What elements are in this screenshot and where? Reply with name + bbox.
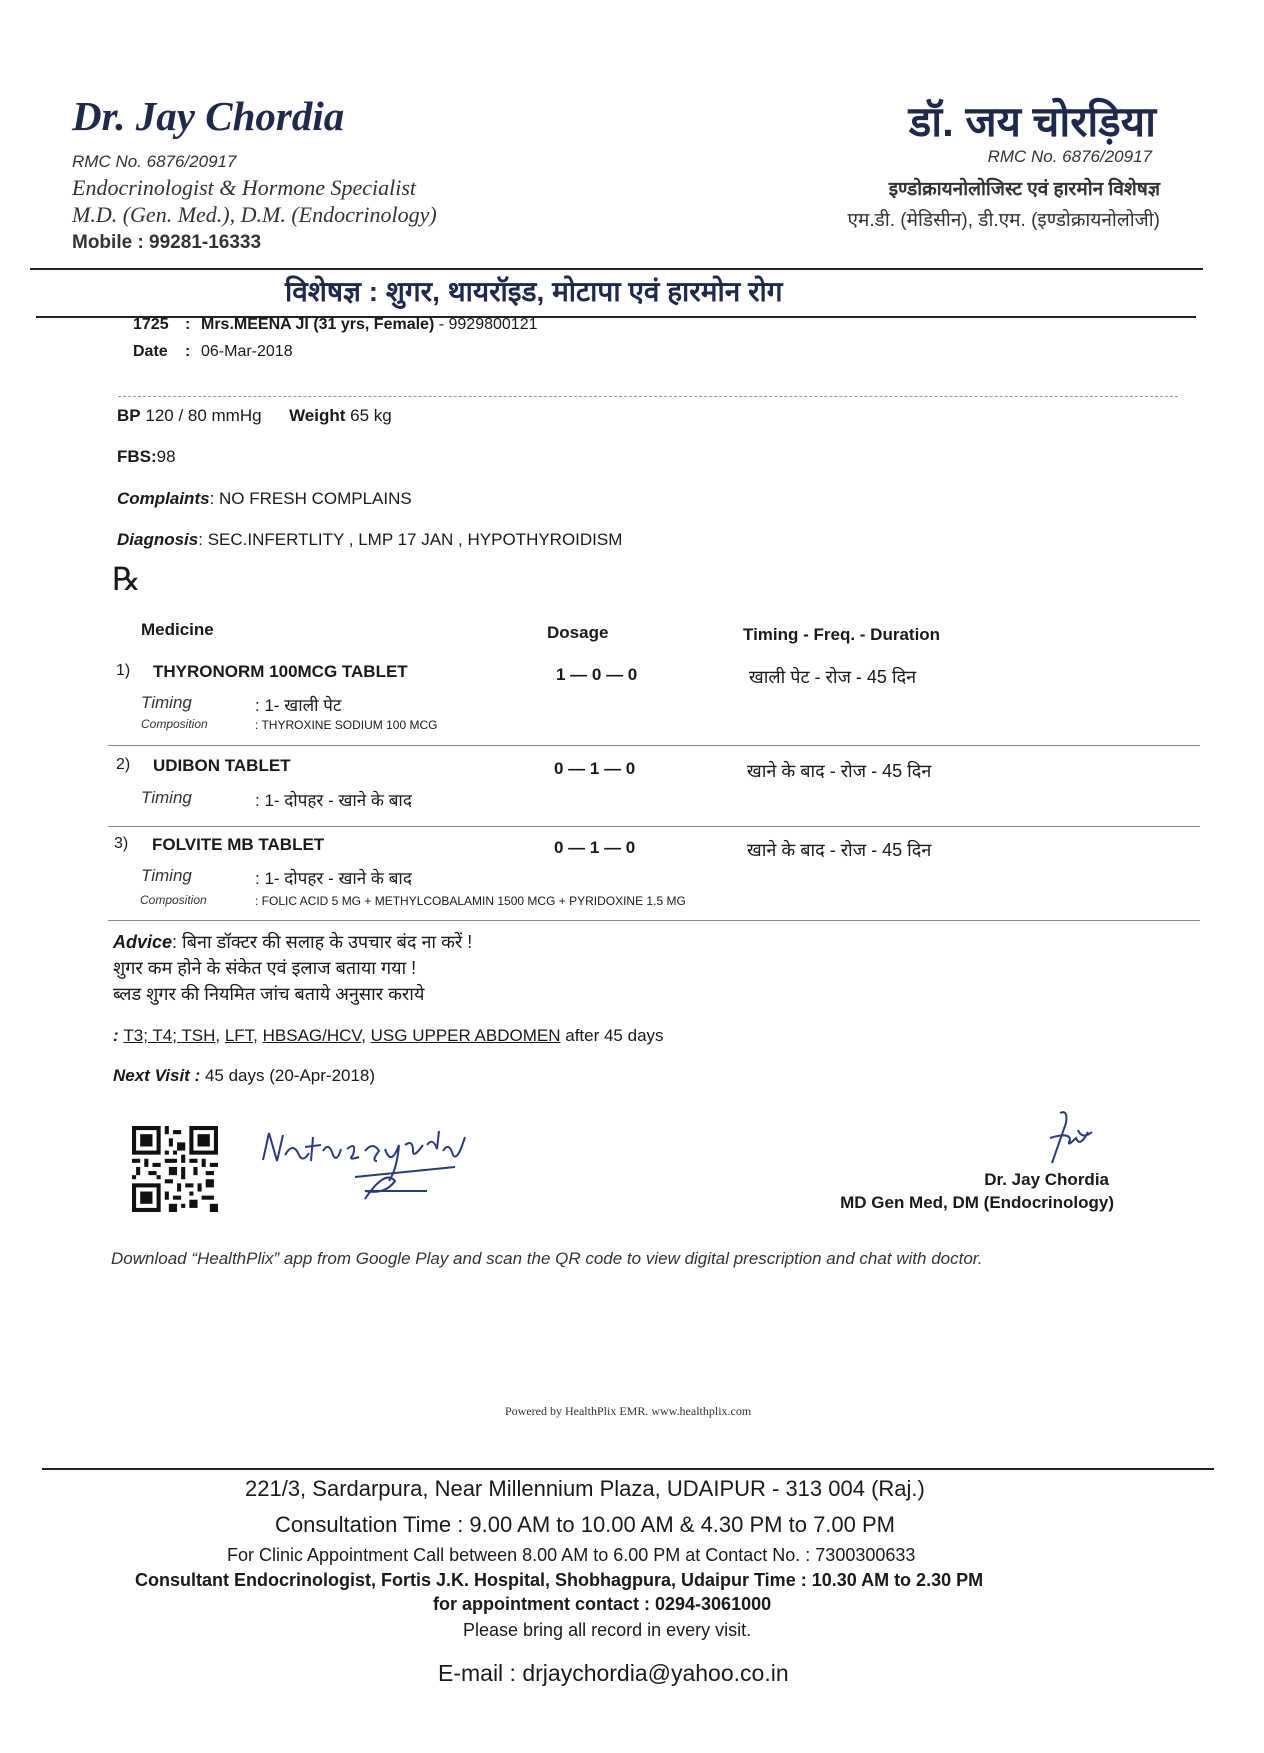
patient-info xyxy=(201,316,537,334)
patient-phone: - 9929800121 xyxy=(434,316,538,333)
mobile-number: Mobile : 99281-16333 xyxy=(72,232,262,253)
next-visit-line xyxy=(113,1066,375,1086)
medicine-schedule: खाने के बाद - रोज - 45 दिन xyxy=(747,761,932,781)
column-header-dosage: Dosage xyxy=(547,623,609,642)
signature-doctor-name: Dr. Jay Chordia xyxy=(984,1170,1109,1189)
records-note: Please bring all record in every visit. xyxy=(463,1620,752,1640)
degrees-en: M.D. (Gen. Med.), D.M. (Endocrinology) xyxy=(72,202,437,227)
specialty-hi: इण्डोक्रायनोलोजिस्ट एवं हारमोन विशेषज्ञ xyxy=(888,179,1160,200)
vitals-line xyxy=(117,406,392,426)
medicine-dosage: 0 — 1 — 0 xyxy=(554,838,636,857)
patient-id: 1725 xyxy=(133,316,169,333)
fortis-hospital-note: Consultant Endocrinologist, Fortis J.K. Hospital, Shobhagpura, Udaipur Time : 10.30 AM to 2.30 PM xyxy=(135,1570,984,1590)
diagnosis-value: : SEC.INFERTLITY , LMP 17 JAN , HYPOTHYROIDISM xyxy=(198,530,623,549)
medicine-dosage: 0 — 1 — 0 xyxy=(554,759,636,778)
composition-label: Composition xyxy=(141,717,208,731)
complaints-value: : NO FRESH COMPLAINS xyxy=(209,489,412,508)
test-separator: , xyxy=(253,1026,263,1045)
column-header-timing: Timing - Freq. - Duration xyxy=(743,625,941,644)
handwritten-note-signature xyxy=(255,1115,500,1210)
composition-label: Composition xyxy=(140,893,207,907)
rx-symbol: ℞ xyxy=(112,561,141,597)
advice-label: Advice xyxy=(113,932,173,952)
column-header-medicine: Medicine xyxy=(141,620,214,639)
appointment-note: For Clinic Appointment Call between 8.00 AM to 6.00 PM at Contact No. : 7300300633 xyxy=(227,1545,916,1565)
row-divider xyxy=(108,745,1200,746)
next-visit-value: 45 days (20-Apr-2018) xyxy=(200,1066,376,1085)
footer-divider xyxy=(42,1468,1214,1470)
advice-line-3: ब्लड शुगर की नियमित जांच बताये अनुसार कराये xyxy=(113,984,425,1004)
weight-label: Weight xyxy=(289,406,346,425)
consultation-time: Consultation Time : 9.00 AM to 10.00 AM & 4.30 PM to 7.00 PM xyxy=(275,1512,895,1537)
fbs-label: FBS: xyxy=(117,447,157,466)
fbs-value: 98 xyxy=(156,447,176,466)
date-label: Date xyxy=(133,343,168,360)
fbs-line xyxy=(117,447,176,467)
rmc-number-en: RMC No. 6876/20917 xyxy=(72,152,237,171)
download-app-note: Download “HealthPlix” app from Google Play and scan the QR code to view digital prescription and chat with doctor. xyxy=(111,1249,983,1268)
fortis-contact: for appointment contact : 0294-3061000 xyxy=(433,1594,772,1614)
timing-value: : 1- दोपहर - खाने के बाद xyxy=(255,791,412,810)
timing-value: : 1- दोपहर - खाने के बाद xyxy=(255,869,412,888)
medicine-schedule: खाने के बाद - रोज - 45 दिन xyxy=(747,840,932,860)
clinic-address: 221/3, Sardarpura, Near Millennium Plaza, UDAIPUR - 313 004 (Raj.) xyxy=(245,1476,925,1501)
medicine-dosage: 1 — 0 — 0 xyxy=(556,665,638,684)
composition-value: : FOLIC ACID 5 MG + METHYLCOBALAMIN 1500 MCG + PYRIDOXINE 1.5 MG xyxy=(255,894,686,908)
complaints-label: Complaints xyxy=(117,489,210,508)
weight-value: 65 kg xyxy=(350,406,392,425)
test-separator: , xyxy=(361,1026,371,1045)
tests-suffix: after 45 days xyxy=(560,1026,664,1045)
email-address: E-mail : drjaychordia@yahoo.co.in xyxy=(438,1660,789,1686)
advice-line-2: शुगर कम होने के संकेत एवं इलाज बताया गया ! xyxy=(113,958,417,978)
specialty-en: Endocrinologist & Hormone Specialist xyxy=(72,175,417,200)
medicine-number: 3) xyxy=(114,835,129,852)
timing-label: Timing xyxy=(141,693,192,712)
degrees-hi: एम.डी. (मेडिसीन), डी.एम. (इण्डोक्रायनोलोजी) xyxy=(847,210,1160,231)
date-separator: : xyxy=(185,343,191,360)
row-divider xyxy=(108,920,1200,921)
signature-doctor-degrees: MD Gen Med, DM (Endocrinology) xyxy=(840,1193,1114,1212)
next-visit-label: Next Visit : xyxy=(113,1066,201,1085)
bp-value: 120 / 80 mmHg xyxy=(145,406,262,425)
medicine-number: 1) xyxy=(116,662,131,679)
medicine-number: 2) xyxy=(116,756,131,773)
bp-label: BP xyxy=(117,406,141,425)
doctor-signature xyxy=(1030,1108,1100,1168)
test-item: USG UPPER ABDOMEN xyxy=(370,1026,561,1045)
timing-label: Timing xyxy=(141,866,192,885)
diagnosis-line xyxy=(117,530,622,550)
patient-divider xyxy=(118,396,1178,397)
diagnosis-label: Diagnosis xyxy=(117,530,199,549)
advice-text-1: : बिना डॉक्टर की सलाह के उपचार बंद ना करें ! xyxy=(172,932,473,952)
test-item: T3; T4; TSH xyxy=(123,1026,216,1045)
medicine-schedule: खाली पेट - रोज - 45 दिन xyxy=(749,667,917,687)
specialty-banner-hi: विशेषज्ञ : शुगर, थायरॉइड, मोटापा एवं हारमोन रोग xyxy=(285,276,783,307)
doctor-name-en: Dr. Jay Chordia xyxy=(72,93,345,139)
advice-line-1 xyxy=(113,930,472,954)
timing-label: Timing xyxy=(141,788,192,807)
date-value: 06-Mar-2018 xyxy=(201,343,293,360)
composition-value: : THYROXINE SODIUM 100 MCG xyxy=(255,718,438,732)
header-divider-top xyxy=(30,268,1203,270)
qr-code xyxy=(132,1126,218,1212)
complaints-line xyxy=(117,489,412,509)
row-divider xyxy=(108,826,1200,827)
medicine-name: FOLVITE MB TABLET xyxy=(152,835,325,854)
medicine-name: UDIBON TABLET xyxy=(153,756,291,775)
patient-id-separator: : xyxy=(185,316,191,333)
tests-prefix: : xyxy=(113,1026,124,1045)
doctor-name-hi: डॉ. जय चोरड़िया xyxy=(908,98,1156,145)
test-item: LFT xyxy=(224,1026,254,1045)
medicine-name: THYRONORM 100MCG TABLET xyxy=(153,662,408,681)
rmc-number-hi: RMC No. 6876/20917 xyxy=(987,147,1152,166)
test-item: HBSAG/HCV xyxy=(262,1026,362,1045)
timing-value: : 1- खाली पेट xyxy=(255,696,342,715)
powered-by-note: Powered by HealthPlix EMR. www.healthplix.com xyxy=(505,1404,752,1418)
tests-line xyxy=(113,1026,664,1046)
test-separator: , xyxy=(215,1026,225,1045)
patient-name: Mrs.MEENA JI (31 yrs, Female) xyxy=(201,316,435,333)
